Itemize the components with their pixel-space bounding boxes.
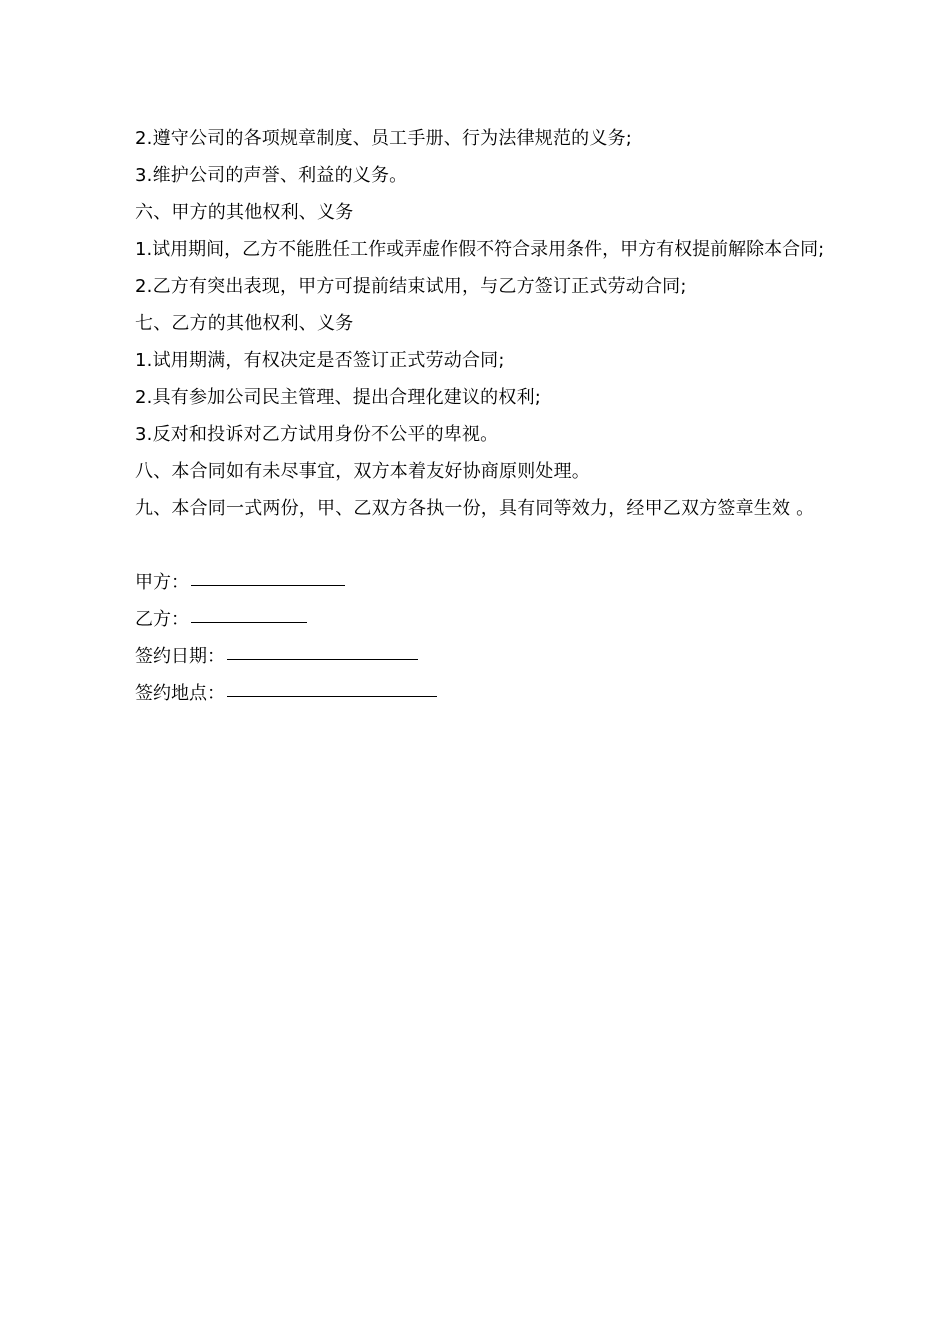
clause-line: 2.乙方有突出表现，甲方可提前结束试用，与乙方签订正式劳动合同; [135,276,687,297]
signature-party-b [116,601,836,638]
signature-blank-line [191,565,345,586]
document-body [116,120,836,712]
signature-blank-line [227,676,437,697]
signature-party-a [116,564,836,601]
blank-line [116,527,836,564]
signature-date [116,638,836,675]
section-heading: 八、本合同如有未尽事宜，双方本着友好协商原则处理。 [135,461,590,482]
clause-line: 2.遵守公司的各项规章制度、员工手册、行为法律规范的义务; [135,128,633,149]
section-heading: 九、本合同一式两份，甲、乙双方各执一份，具有同等效力，经甲乙双方签章生效 。 [135,498,815,519]
signature-place [116,675,836,712]
clause-line: 3.反对和投诉对乙方试用身份不公平的卑视。 [135,424,499,445]
signature-label: 乙方： [135,609,189,630]
signature-blank-line [191,602,307,623]
section-heading: 六、甲方的其他权利、义务 [135,202,354,223]
clause-line: 1.试用期满，有权决定是否签订正式劳动合同; [135,350,505,371]
signature-label: 甲方： [135,572,189,593]
signature-label: 签约地点： [135,683,225,704]
signature-label: 签约日期： [135,646,225,667]
clause-line: 1.试用期间，乙方不能胜任工作或弄虚作假不符合录用条件，甲方有权提前解除本合同; [135,239,825,260]
clause-line: 3.维护公司的声誉、利益的义务。 [135,165,408,186]
clause-line: 2.具有参加公司民主管理、提出合理化建议的权利; [135,387,542,408]
signature-blank-line [227,639,418,660]
section-heading: 七、乙方的其他权利、义务 [135,313,354,334]
